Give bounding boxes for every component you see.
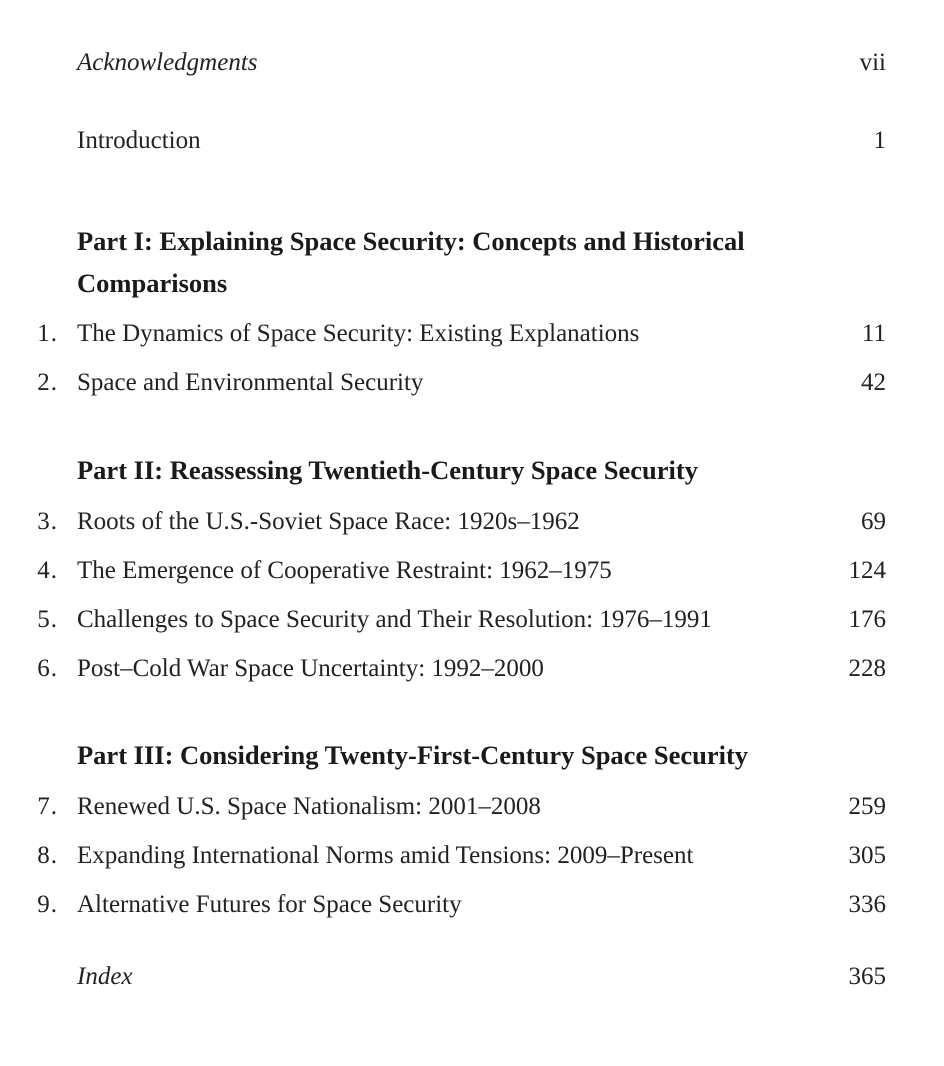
entry-title: Post–Cold War Space Uncertainty: 1992–2000 [77,655,544,682]
entry-page-number: 305 [848,842,886,869]
entry-page-number: 124 [848,557,886,584]
entry-page-number: 42 [861,369,886,396]
entry-title: Acknowledgments [77,49,258,76]
entry-title: The Emergence of Cooperative Restraint: 1962–1975 [77,557,612,584]
entry-title: Space and Environmental Security [77,369,424,396]
chapter-number: 4. [37,557,58,584]
chapter-number: 5. [37,606,58,633]
chapter-number: 3. [37,508,58,535]
entry-page-number: 336 [848,891,886,918]
entry-page-number: 176 [848,606,886,633]
entry-title: Expanding International Norms amid Tensions: 2009–Present [77,842,694,869]
chapter-number: 8. [37,842,58,869]
entry-page-number: 69 [861,508,886,535]
entry-page-number: 259 [848,793,886,820]
entry-page-number: 11 [861,320,886,347]
entry-page-number: 228 [848,655,886,682]
entry-title: Challenges to Space Security and Their Resolution: 1976–1991 [77,606,712,633]
part-heading-2: Part II: Reassessing Twentieth-Century Space Security [77,455,698,485]
entry-title: Renewed U.S. Space Nationalism: 2001–2008 [77,793,541,820]
part-heading-1: Part I: Explaining Space Security: Concepts and Historical Comparisons [77,226,745,298]
chapter-number: 1. [37,320,58,347]
entry-page-number: vii [859,49,886,76]
entry-page-number: 365 [848,963,886,990]
entry-title: Alternative Futures for Space Security [77,891,462,918]
chapter-number: 7. [37,793,58,820]
entry-title: The Dynamics of Space Security: Existing Explanations [77,320,640,347]
entry-title: Index [77,963,133,990]
chapter-number: 2. [37,369,58,396]
chapter-number: 6. [37,655,58,682]
chapter-number: 9. [37,891,58,918]
entry-title: Roots of the U.S.-Soviet Space Race: 1920s–1962 [77,508,580,535]
entry-page-number: 1 [873,127,886,154]
part-heading-3: Part III: Considering Twenty-First-Century Space Security [77,740,749,770]
entry-title: Introduction [77,127,201,154]
